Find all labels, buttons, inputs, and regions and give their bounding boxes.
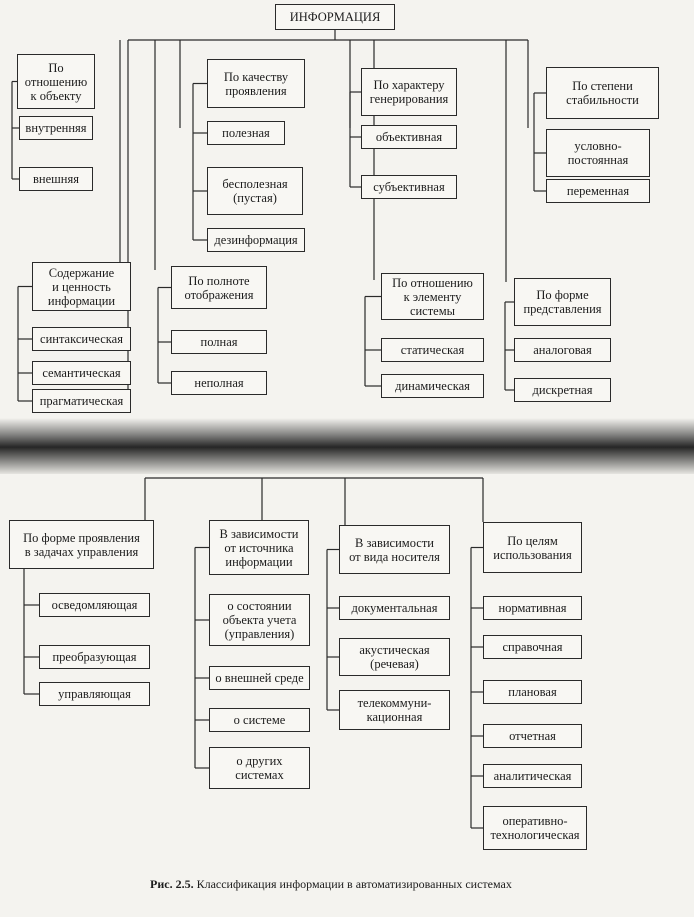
purpose-item-5: аналитическая — [483, 764, 582, 788]
stability-item-1: условно- постоянная — [546, 129, 650, 177]
figure-caption — [150, 877, 512, 892]
form-item-2: дискретная — [514, 378, 611, 402]
element-group-title: По отношению к элементу системы — [381, 273, 484, 320]
object-item-1: внутренняя — [19, 116, 93, 140]
completeness-group-title: По полноте отображения — [171, 266, 267, 309]
quality-group-title: По качеству проявления — [207, 59, 305, 108]
management-item-2: преобразующая — [39, 645, 150, 669]
generation-item-2: субъективная — [361, 175, 457, 199]
quality-item-2: бесполезная (пустая) — [207, 167, 303, 215]
content-group-title: Содержание и ценность информации — [32, 262, 131, 311]
stability-item-2: переменная — [546, 179, 650, 203]
carrier-item-3: телекоммуни- кационная — [339, 690, 450, 730]
source-item-4: о других системах — [209, 747, 310, 789]
generation-group-title: По характеру генерирования — [361, 68, 457, 116]
source-item-3: о системе — [209, 708, 310, 732]
content-item-3: прагматическая — [32, 389, 131, 413]
generation-item-1: объективная — [361, 125, 457, 149]
source-item-1: о состоянии объекта учета (управления) — [209, 594, 310, 646]
content-item-2: семантическая — [32, 361, 131, 385]
element-item-1: статическая — [381, 338, 484, 362]
element-item-2: динамическая — [381, 374, 484, 398]
management-group-title: По форме проявления в задачах управления — [9, 520, 154, 569]
carrier-item-1: документальная — [339, 596, 450, 620]
management-item-3: управляющая — [39, 682, 150, 706]
quality-item-3: дезинформация — [207, 228, 305, 252]
root-node-informatsiya: ИНФОРМАЦИЯ — [275, 4, 395, 30]
source-item-2: о внешней среде — [209, 666, 310, 690]
form-group-title: По форме представления — [514, 278, 611, 326]
caption-text: Классификация информации в автоматизированных системах — [196, 877, 512, 891]
purpose-item-4: отчетная — [483, 724, 582, 748]
purpose-item-2: справочная — [483, 635, 582, 659]
carrier-item-2: акустическая (речевая) — [339, 638, 450, 676]
object-group-title: По отношению к объекту — [17, 54, 95, 109]
purpose-group-title: По целям использования — [483, 522, 582, 573]
object-item-2: внешняя — [19, 167, 93, 191]
caption-label: Рис. 2.5. — [150, 877, 194, 891]
content-item-1: синтаксическая — [32, 327, 131, 351]
completeness-item-1: полная — [171, 330, 267, 354]
carrier-group-title: В зависимости от вида носителя — [339, 525, 450, 574]
form-item-1: аналоговая — [514, 338, 611, 362]
purpose-item-3: плановая — [483, 680, 582, 704]
purpose-item-6: оперативно- технологическая — [483, 806, 587, 850]
quality-item-1: полезная — [207, 121, 285, 145]
purpose-item-1: нормативная — [483, 596, 582, 620]
completeness-item-2: неполная — [171, 371, 267, 395]
source-group-title: В зависимости от источника информации — [209, 520, 309, 575]
stability-group-title: По степени стабильности — [546, 67, 659, 119]
management-item-1: осведомляющая — [39, 593, 150, 617]
